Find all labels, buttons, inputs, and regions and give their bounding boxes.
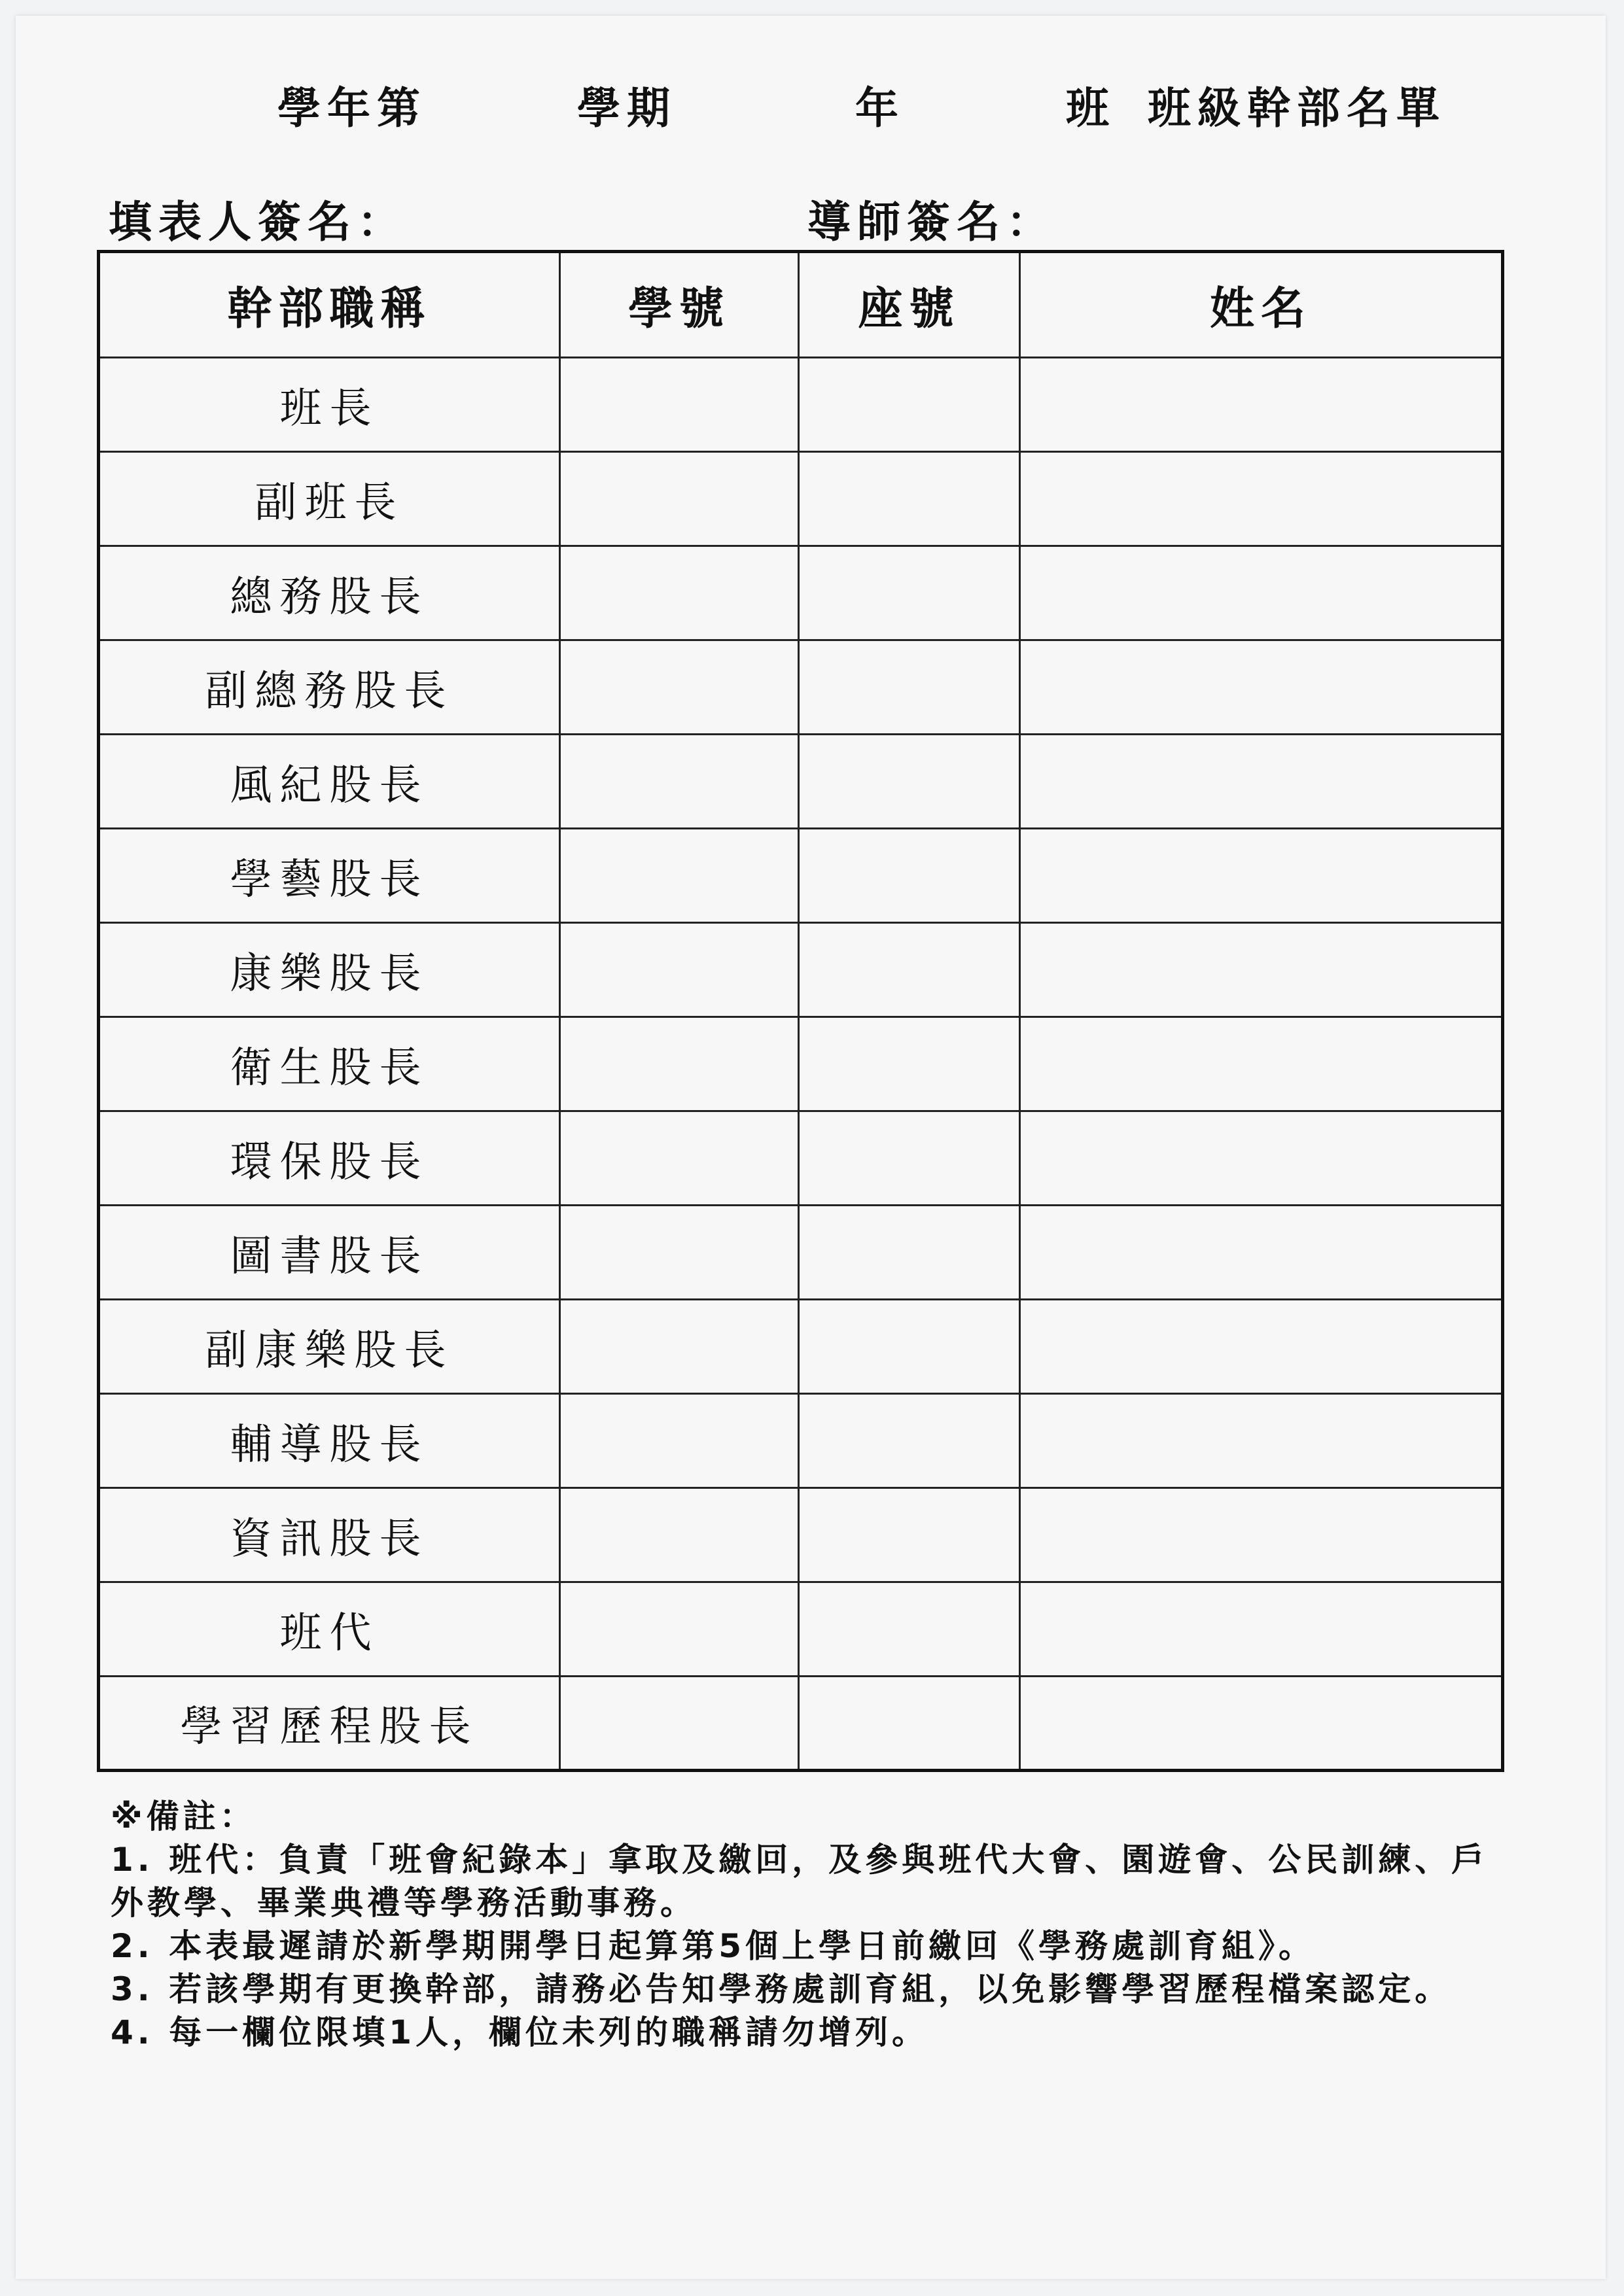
position-title-cell: 環保股長 <box>99 1111 560 1206</box>
student-id-cell[interactable] <box>560 1488 799 1582</box>
table-row <box>99 1677 1503 1771</box>
name-cell[interactable] <box>1020 1111 1503 1206</box>
student-id-cell[interactable] <box>560 1111 799 1206</box>
position-title-cell: 副康樂股長 <box>99 1300 560 1394</box>
seat-number-cell[interactable] <box>799 1394 1020 1488</box>
header-position-title: 幹部職稱 <box>99 252 560 358</box>
seat-number-cell[interactable] <box>799 1300 1020 1394</box>
seat-number-cell[interactable] <box>799 640 1020 735</box>
position-title-cell: 學藝股長 <box>99 829 560 923</box>
seat-number-cell[interactable] <box>799 1582 1020 1677</box>
document-page <box>16 16 1606 2279</box>
table-header-row <box>99 252 1503 358</box>
note-item: 4. 每一欄位限填1人，欄位未列的職稱請勿增列。 <box>111 2013 928 2051</box>
table-row <box>99 1017 1503 1111</box>
table-row <box>99 640 1503 735</box>
name-cell[interactable] <box>1020 923 1503 1017</box>
table-row <box>99 546 1503 640</box>
table-row <box>99 452 1503 546</box>
seat-number-cell[interactable] <box>799 735 1020 829</box>
student-id-cell[interactable] <box>560 923 799 1017</box>
position-title-cell: 輔導股長 <box>99 1394 560 1488</box>
student-id-cell[interactable] <box>560 1582 799 1677</box>
name-cell[interactable] <box>1020 452 1503 546</box>
notes-section <box>111 1795 1517 2054</box>
name-cell[interactable] <box>1020 358 1503 452</box>
cadre-table-container <box>97 250 1501 1770</box>
position-title-cell: 圖書股長 <box>99 1206 560 1300</box>
filler-signature-label: 填表人簽名： <box>109 197 407 247</box>
name-cell[interactable] <box>1020 640 1503 735</box>
name-cell[interactable] <box>1020 1394 1503 1488</box>
student-id-cell[interactable] <box>560 735 799 829</box>
student-id-cell[interactable] <box>560 1300 799 1394</box>
position-title-cell: 班長 <box>99 358 560 452</box>
signature-row <box>16 187 1606 246</box>
table-row <box>99 1394 1503 1488</box>
header-name: 姓名 <box>1020 252 1503 358</box>
seat-number-cell[interactable] <box>799 546 1020 640</box>
seat-number-cell[interactable] <box>799 1206 1020 1300</box>
position-title-cell: 康樂股長 <box>99 923 560 1017</box>
seat-number-cell[interactable] <box>799 452 1020 546</box>
table-row <box>99 735 1503 829</box>
student-id-cell[interactable] <box>560 452 799 546</box>
name-cell[interactable] <box>1020 1582 1503 1677</box>
student-id-cell[interactable] <box>560 358 799 452</box>
student-id-cell[interactable] <box>560 1677 799 1771</box>
position-title-cell: 資訊股長 <box>99 1488 560 1582</box>
position-title-cell: 副總務股長 <box>99 640 560 735</box>
name-cell[interactable] <box>1020 829 1503 923</box>
student-id-cell[interactable] <box>560 829 799 923</box>
title-class-label: 班 <box>1066 83 1116 133</box>
name-cell[interactable] <box>1020 1300 1503 1394</box>
header-student-id: 學號 <box>560 252 799 358</box>
position-title-cell: 學習歷程股長 <box>99 1677 560 1771</box>
table-row <box>99 829 1503 923</box>
table-row <box>99 358 1503 452</box>
seat-number-cell[interactable] <box>799 1677 1020 1771</box>
name-cell[interactable] <box>1020 1488 1503 1582</box>
title-semester-label: 學期 <box>577 83 677 133</box>
title-document-name: 班級幹部名單 <box>1148 83 1446 133</box>
name-cell[interactable] <box>1020 735 1503 829</box>
table-body <box>99 358 1503 1771</box>
name-cell[interactable] <box>1020 1017 1503 1111</box>
name-cell[interactable] <box>1020 1206 1503 1300</box>
name-cell[interactable] <box>1020 546 1503 640</box>
notes-heading: ※備註： <box>111 1798 256 1835</box>
position-title-cell: 總務股長 <box>99 546 560 640</box>
position-title-cell: 班代 <box>99 1582 560 1677</box>
position-title-cell: 衛生股長 <box>99 1017 560 1111</box>
header-seat-number: 座號 <box>799 252 1020 358</box>
note-item: 1. 班代：負責「班會紀錄本」拿取及繳回，及參與班代大會、園遊會、公民訓練、戶外教學、畢業典禮等學務活動事務。 <box>111 1841 1489 1922</box>
title-grade-label: 年 <box>855 83 905 133</box>
note-item: 2. 本表最遲請於新學期開學日起算第5個上學日前繳回《學務處訓育組》。 <box>111 1927 1315 1965</box>
table-row <box>99 1300 1503 1394</box>
student-id-cell[interactable] <box>560 1394 799 1488</box>
seat-number-cell[interactable] <box>799 1017 1020 1111</box>
seat-number-cell[interactable] <box>799 1111 1020 1206</box>
title-academic-year-label: 學年第 <box>277 83 427 133</box>
table-row <box>99 1206 1503 1300</box>
student-id-cell[interactable] <box>560 1017 799 1111</box>
seat-number-cell[interactable] <box>799 829 1020 923</box>
table-row <box>99 923 1503 1017</box>
position-title-cell: 風紀股長 <box>99 735 560 829</box>
position-title-cell: 副班長 <box>99 452 560 546</box>
table-row <box>99 1582 1503 1677</box>
seat-number-cell[interactable] <box>799 1488 1020 1582</box>
table-row <box>99 1488 1503 1582</box>
note-item: 3. 若該學期有更換幹部，請務必告知學務處訓育組，以免影響學習歷程檔案認定。 <box>111 1970 1452 2008</box>
student-id-cell[interactable] <box>560 1206 799 1300</box>
student-id-cell[interactable] <box>560 546 799 640</box>
cadre-table <box>97 250 1504 1772</box>
seat-number-cell[interactable] <box>799 923 1020 1017</box>
student-id-cell[interactable] <box>560 640 799 735</box>
name-cell[interactable] <box>1020 1677 1503 1771</box>
table-row <box>99 1111 1503 1206</box>
teacher-signature-label: 導師簽名： <box>807 197 1056 247</box>
form-title <box>16 73 1606 132</box>
seat-number-cell[interactable] <box>799 358 1020 452</box>
